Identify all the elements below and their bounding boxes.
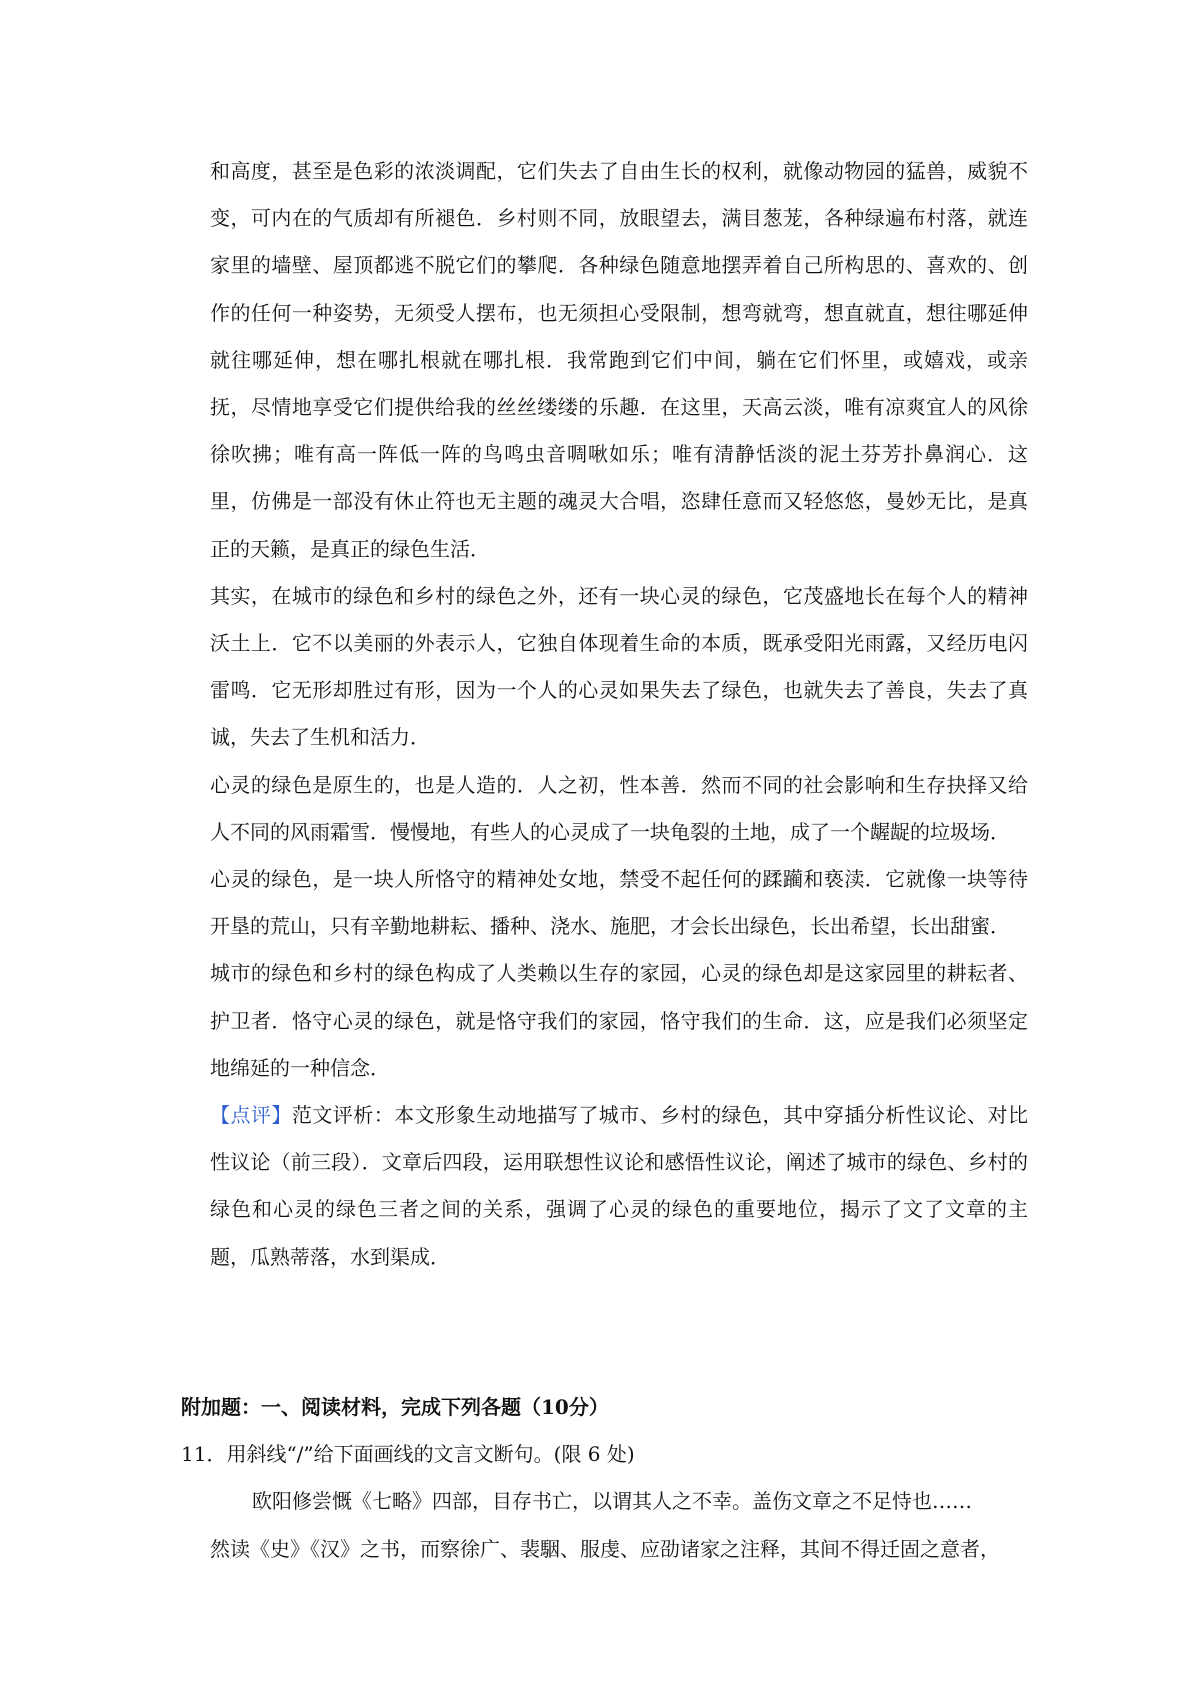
passage-line-2: 然读《史》《汉》之书，而察徐广、裴駰、服虔、应劭诸家之注释，其间不得迁固之意者，: [210, 1536, 1000, 1561]
essay-body: [210, 148, 1028, 1281]
classical-passage: [210, 1478, 1028, 1572]
passage-line-1: 欧阳修尝慨《七略》四部，目存书亡，以谓其人之不幸。盖伤文章之不足恃也……: [252, 1489, 972, 1514]
question-11: 11．用斜线“/”给下面画线的文言文断句。(限 6 处): [181, 1442, 635, 1467]
essay-paragraph-4: 心灵的绿色，是一块人所恪守的精神处女地，禁受不起任何的蹂躏和亵渎．它就像一块等待开垦的荒山，只有辛勤地耕耘、播种、浇水、施肥，才会长出绿色，长出希望，长出甜蜜．: [210, 867, 1028, 939]
extra-section-title: 附加题：一、阅读材料，完成下列各题（10分）: [181, 1395, 609, 1419]
essay-paragraph-2: 其实，在城市的绿色和乡村的绿色之外，还有一块心灵的绿色，它茂盛地长在每个人的精神沃土上．它不以美丽的外表示人，它独自体现着生命的本质，既承受阳光雨露，又经历电闪雷鸣．它无形却胜过有形，因为一个人的心灵如果失去了绿色，也就失去了善良，失去了真诚，失去了生机和活力．: [210, 583, 1028, 750]
comment-text: 范文评析：本文形象生动地描写了城市、乡村的绿色，其中穿插分析性议论、对比性议论（前三段）．文章后四段，运用联想性议论和感悟性议论，阐述了城市的绿色、乡村的绿色和心灵的绿色三者之间的关系，强调了心灵的绿色的重要地位，揭示了文了文章的主题，瓜熟蒂落，水到渠成．: [210, 1103, 1029, 1269]
comment-paragraph: [210, 1092, 1028, 1281]
essay-paragraph-5: 城市的绿色和乡村的绿色构成了人类赖以生存的家园，心灵的绿色却是这家园里的耕耘者、护卫者．恪守心灵的绿色，就是恪守我们的家园，恪守我们的生命．这，应是我们必须坚定地绵延的一种信念．: [210, 961, 1028, 1080]
extra-section: [181, 1384, 1028, 1573]
essay-paragraph-3: 心灵的绿色是原生的，也是人造的．人之初，性本善．然而不同的社会影响和生存抉择又给人不同的风雨霜雪．慢慢地，有些人的心灵成了一块龟裂的土地，成了一个龌龊的垃圾场．: [210, 772, 1028, 844]
essay-paragraph-1: 和高度，甚至是色彩的浓淡调配，它们失去了自由生长的权利，就像动物园的猛兽，威貌不变，可内在的气质却有所褪色．乡村则不同，放眼望去，满目葱茏，各种绿遍布村落，就连家里的墙壁、屋顶都逃不脱它们的攀爬．各种绿色随意地摆弄着自己所构思的、喜欢的、创作的任何一种姿势，无须受人摆布，也无须担心受限制，想弯就弯，想直就直，想往哪延伸就往哪延伸，想在哪扎根就在哪扎根．我常跑到它们中间，躺在它们怀里，或嬉戏，或亲抚，尽情地享受它们提供给我的丝丝缕缕的乐趣．在这里，天高云淡，唯有凉爽宜人的风徐徐吹拂；唯有高一阵低一阵的鸟鸣虫音啁啾如乐；唯有清静恬淡的泥土芬芳扑鼻润心．这里，仿佛是一部没有休止符也无主题的魂灵大合唱，恣肆任意而又轻悠悠，曼妙无比，是真正的天籁，是真正的绿色生活．: [210, 159, 1028, 561]
comment-tag: 【点评】: [210, 1103, 292, 1128]
